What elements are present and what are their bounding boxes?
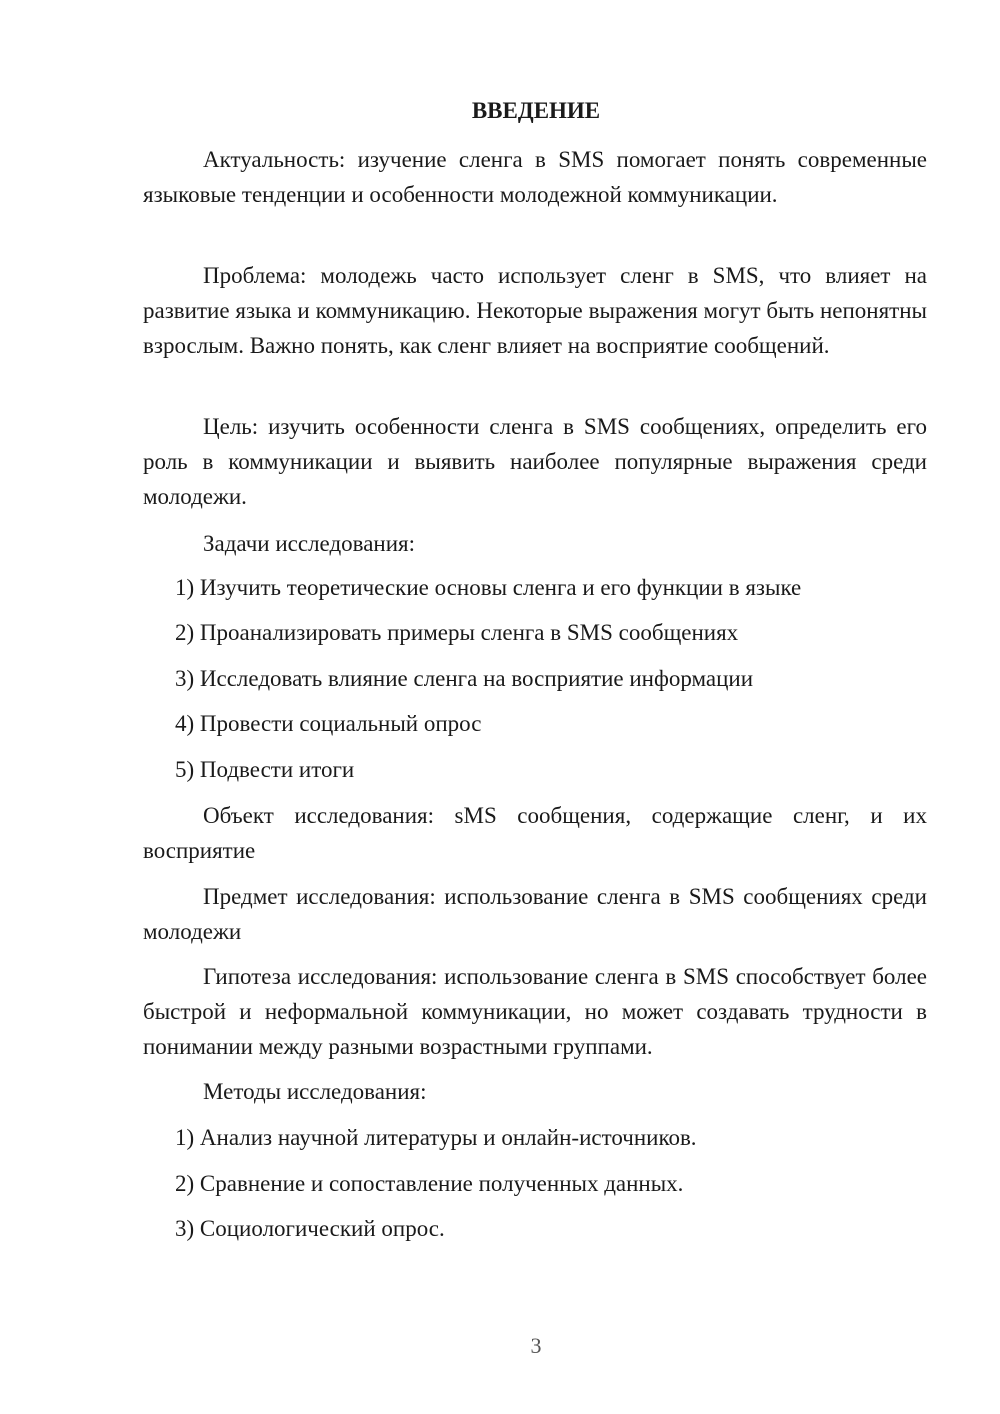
section-heading: ВВЕДЕНИЕ (471, 98, 601, 123)
page-number: 3 (530, 1333, 542, 1358)
task-item: 4) Провести социальный опрос (175, 711, 482, 736)
task-item: 2) Проанализировать примеры сленга в SMS сообщениях (175, 620, 739, 645)
method-item: 3) Социологический опрос. (175, 1216, 445, 1241)
hypothesis-paragraph: Гипотеза исследования: использование сленга в SMS способствует более быстрой и неформальной коммуникации, но может создавать трудности в понимании между разными возрастными группами. (143, 964, 927, 1059)
tasks-heading: Задачи исследования: (203, 531, 416, 556)
object-paragraph: Объект исследования: sMS сообщения, содержащие сленг, и их восприятие (143, 803, 927, 863)
method-item: 2) Сравнение и сопоставление полученных данных. (175, 1171, 684, 1196)
goal-paragraph: Цель: изучить особенности сленга в SMS сообщениях, определить его роль в коммуникации и выявить наиболее популярные выражения среди молодежи. (143, 414, 927, 509)
task-item: 3) Исследовать влияние сленга на восприятие информации (175, 666, 754, 691)
relevance-paragraph: Актуальность: изучение сленга в SMS помогает понять современные языковые тенденции и особенности молодежной коммуникации. (143, 147, 927, 207)
task-item: 1) Изучить теоретические основы сленга и его функции в языке (175, 575, 802, 600)
subject-paragraph: Предмет исследования: использование сленга в SMS сообщениях среди молодежи (143, 884, 927, 944)
method-item: 1) Анализ научной литературы и онлайн-источников. (175, 1125, 697, 1150)
methods-heading: Методы исследования: (203, 1079, 427, 1104)
task-item: 5) Подвести итоги (175, 757, 355, 782)
problem-paragraph: Проблема: молодежь часто использует сленг в SMS, что влияет на развитие языка и коммуникацию. Некоторые выражения могут быть непонятны взрослым. Важно понять, как сленг влияет на восприятие сообщений. (143, 263, 927, 358)
